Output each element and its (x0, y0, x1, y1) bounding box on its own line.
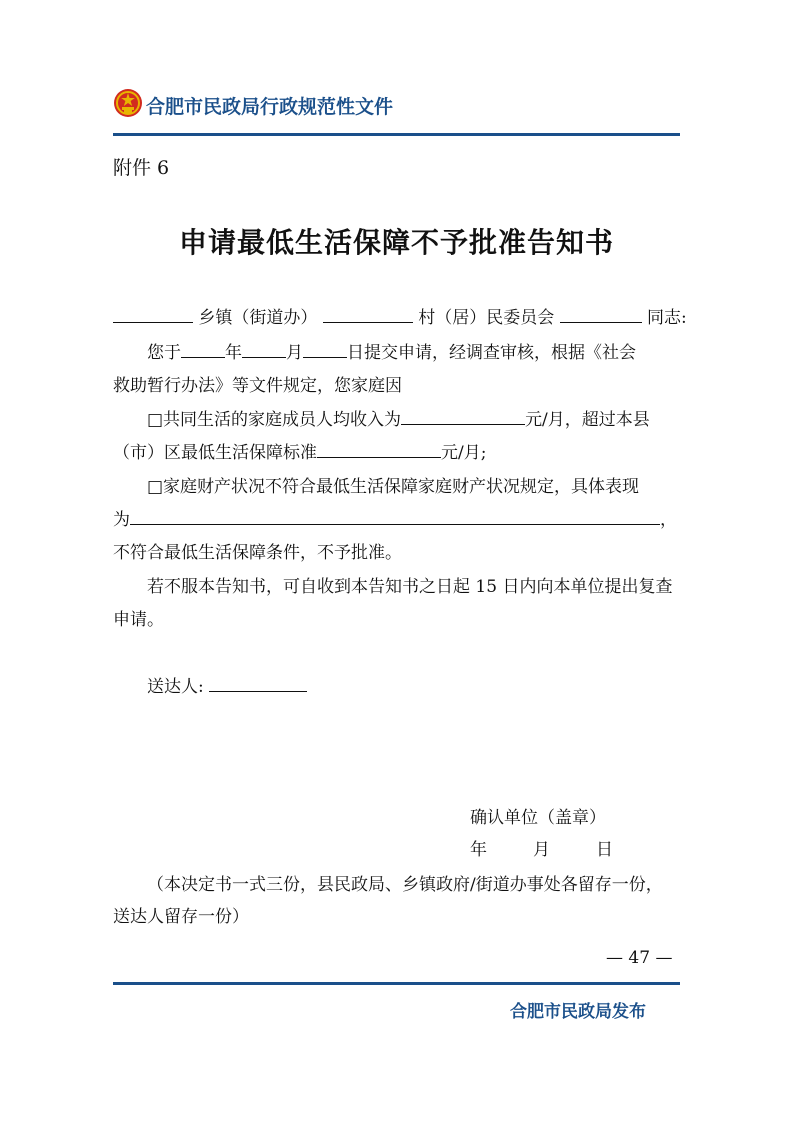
body-line-6: □家庭财产状况不符合最低生活保障家庭财产状况规定，具体表现 (147, 477, 640, 497)
body-line-3: 救助暂行办法》等文件规定，您家庭因 (113, 376, 402, 396)
blank-income (401, 410, 525, 425)
text-comma: ， (660, 510, 677, 530)
header-title: 合肥市民政局行政规范性文件 (146, 96, 394, 118)
blank-standard (317, 443, 441, 458)
blank-month (242, 343, 286, 358)
body-line-10: 申请。 (113, 610, 164, 630)
text-submitted: 日提交申请，经调查审核，根据《社会 (347, 343, 636, 363)
text-you-on: 您于 (147, 343, 181, 363)
footer-publisher: 合肥市民政局发布 (510, 1002, 646, 1022)
attachment-label: 附件 6 (113, 157, 170, 179)
deliverer-line (147, 677, 307, 697)
text-standard: （市）区最低生活保障标准 (113, 443, 317, 463)
header-rule (113, 133, 680, 136)
body-line-2 (147, 343, 636, 363)
footer-rule (113, 982, 680, 985)
confirm-unit: 确认单位（盖章） (470, 808, 606, 828)
text-as: 为 (113, 510, 130, 530)
page-number: — 47 — (606, 948, 673, 968)
body-line-8: 不符合最低生活保障条件，不予批准。 (113, 543, 402, 563)
text-village-committee: 村（居）民委员会 (418, 308, 555, 328)
date-year: 年 (470, 840, 487, 860)
national-emblem-icon (113, 88, 143, 118)
body-line-4 (147, 410, 650, 430)
blank-name (560, 308, 642, 323)
note-line-1: （本决定书一式三份，县民政局、乡镇政府/街道办事处各留存一份， (147, 875, 663, 895)
text-comrade: 同志: (647, 308, 687, 328)
body-line-9: 若不服本告知书，可自收到本告知书之日起 15 日内向本单位提出复查 (147, 577, 673, 597)
page-title: 申请最低生活保障不予批准告知书 (178, 226, 614, 259)
text-exceeds: 元/月，超过本县 (525, 410, 650, 430)
date-day: 日 (596, 840, 613, 860)
blank-deliverer (209, 677, 307, 692)
body-line-5 (113, 443, 486, 463)
blank-details (130, 510, 660, 525)
text-month: 月 (286, 343, 303, 363)
date-month: 月 (533, 840, 550, 860)
blank-day (303, 343, 347, 358)
text-deliverer: 送达人: (147, 677, 204, 697)
note-line-2: 送达人留存一份） (113, 907, 249, 927)
checkbox-income: □共同生活的家庭成员人均收入为 (147, 410, 402, 430)
body-line-1 (113, 308, 687, 328)
text-year: 年 (225, 343, 242, 363)
blank-year (181, 343, 225, 358)
blank-township (113, 308, 193, 323)
text-township: 乡镇（街道办） (198, 308, 318, 328)
text-yuan-month: 元/月; (441, 443, 487, 463)
body-line-7 (113, 510, 677, 530)
blank-village (323, 308, 413, 323)
